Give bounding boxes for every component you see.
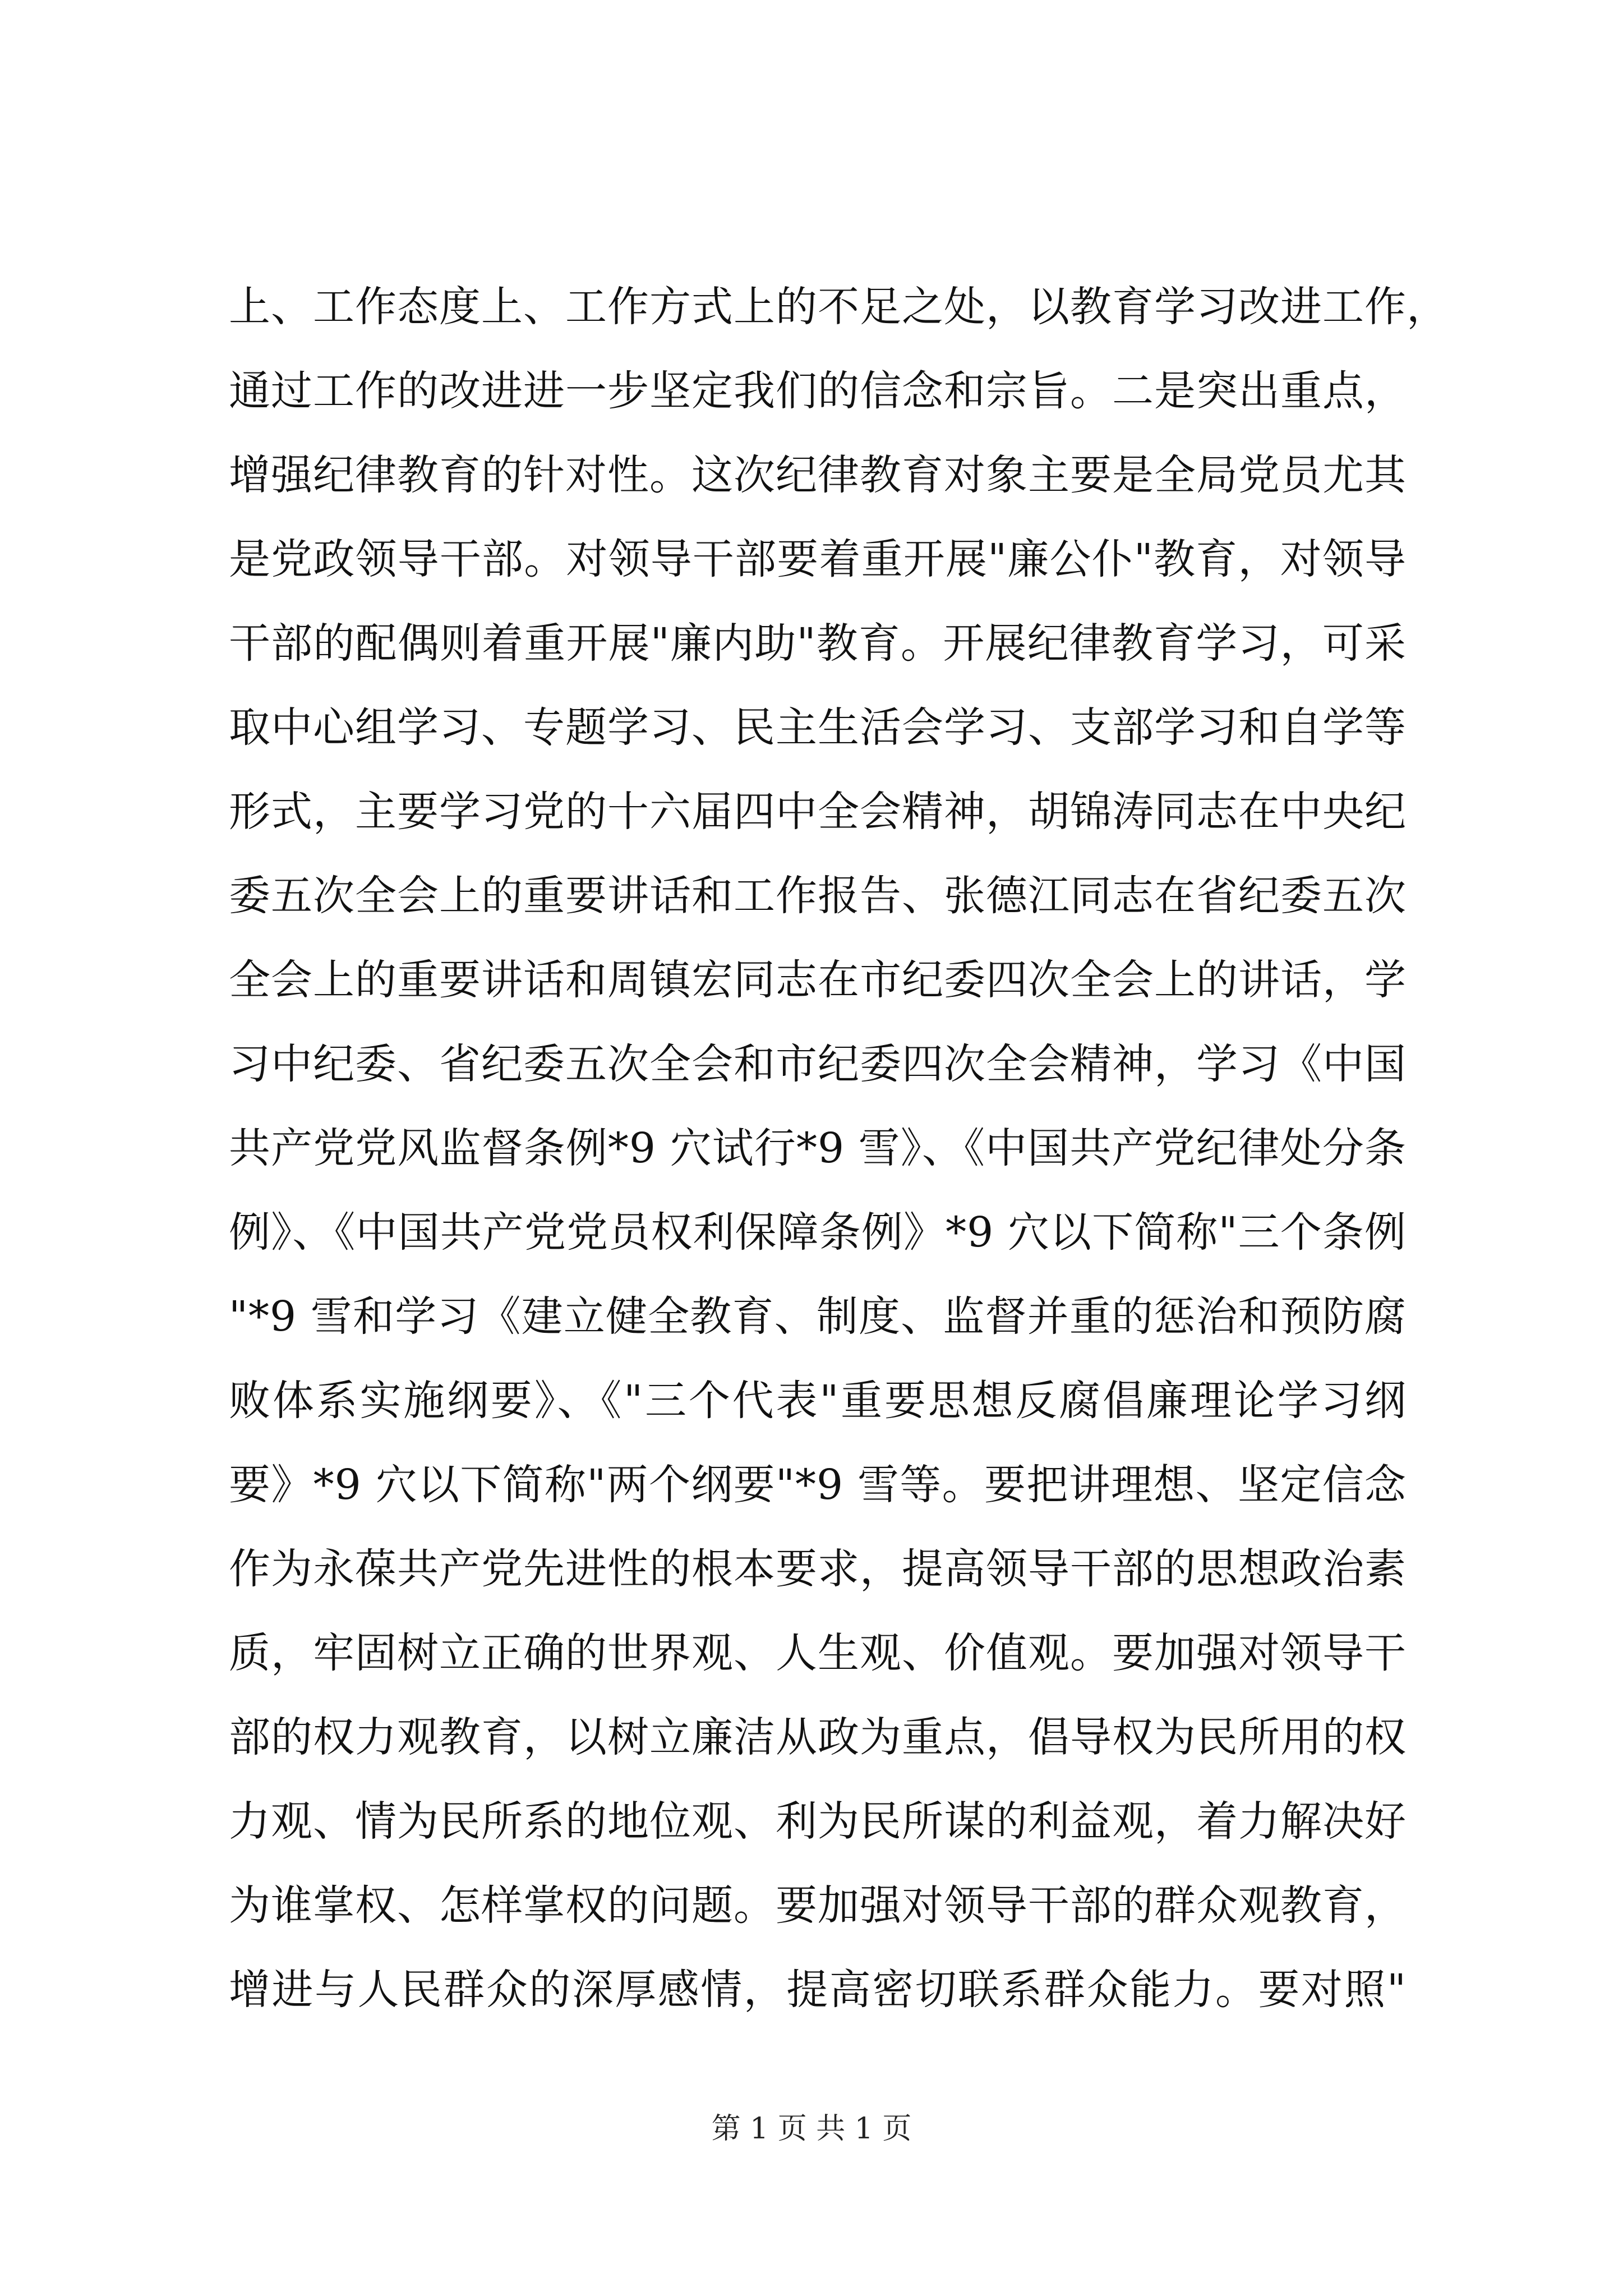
text-line: 例》、《中国共产党党员权利保障条例》*9 穴以下简称"三个条例 xyxy=(229,1208,1407,1257)
body-text xyxy=(229,265,1449,2032)
page-footer: 第 1 页 共 1 页 xyxy=(711,2112,912,2146)
text-line: 共产党党风监督条例*9 穴试行*9 雪》、《中国共产党纪律处分条 xyxy=(229,1124,1407,1172)
text-line: 要》*9 穴以下简称"两个纲要"*9 雪等。要把讲理想、坚定信念 xyxy=(229,1461,1407,1509)
text-line: 作为永葆共产党先进性的根本要求，提高领导干部的思想政治素 xyxy=(229,1545,1407,1593)
text-line: 习中纪委、省纪委五次全会和市纪委四次全会精神，学习《中国 xyxy=(229,1040,1407,1088)
text-line: 部的权力观教育，以树立廉洁从政为重点，倡导权为民所用的权 xyxy=(229,1713,1407,1761)
text-line: 为谁掌权、怎样掌权的问题。要加强对领导干部的群众观教育， xyxy=(229,1881,1407,1930)
text-line: 通过工作的改进进一步坚定我们的信念和宗旨。二是突出重点， xyxy=(229,367,1407,415)
text-line: 是党政领导干部。对领导干部要着重开展"廉公仆"教育，对领导 xyxy=(229,535,1407,583)
text-line: 力观、情为民所系的地位观、利为民所谋的利益观，着力解决好 xyxy=(229,1797,1407,1846)
text-line: 干部的配偶则着重开展"廉内助"教育。开展纪律教育学习，可采 xyxy=(229,619,1407,668)
text-line: 质，牢固树立正确的世界观、人生观、价值观。要加强对领导干 xyxy=(229,1629,1407,1677)
text-line: 增强纪律教育的针对性。这次纪律教育对象主要是全局党员尤其 xyxy=(229,451,1407,499)
text-line: 取中心组学习、专题学习、民主生活会学习、支部学习和自学等 xyxy=(229,703,1407,752)
text-line: 形式，主要学习党的十六届四中全会精神，胡锦涛同志在中央纪 xyxy=(229,788,1407,836)
text-line: 败体系实施纲要》、《"三个代表"重要思想反腐倡廉理论学习纲 xyxy=(229,1377,1407,1425)
text-line: 上、工作态度上、工作方式上的不足之处，以教育学习改进工作， xyxy=(229,283,1449,331)
text-line: 委五次全会上的重要讲话和工作报告、张德江同志在省纪委五次 xyxy=(229,872,1407,920)
text-line: "*9 雪和学习《建立健全教育、制度、监督并重的惩治和预防腐 xyxy=(229,1292,1407,1341)
text-line: 增进与人民群众的深厚感情，提高密切联系群众能力。要对照" xyxy=(229,1966,1407,2014)
text-line: 全会上的重要讲话和周镇宏同志在市纪委四次全会上的讲话，学 xyxy=(229,956,1407,1004)
